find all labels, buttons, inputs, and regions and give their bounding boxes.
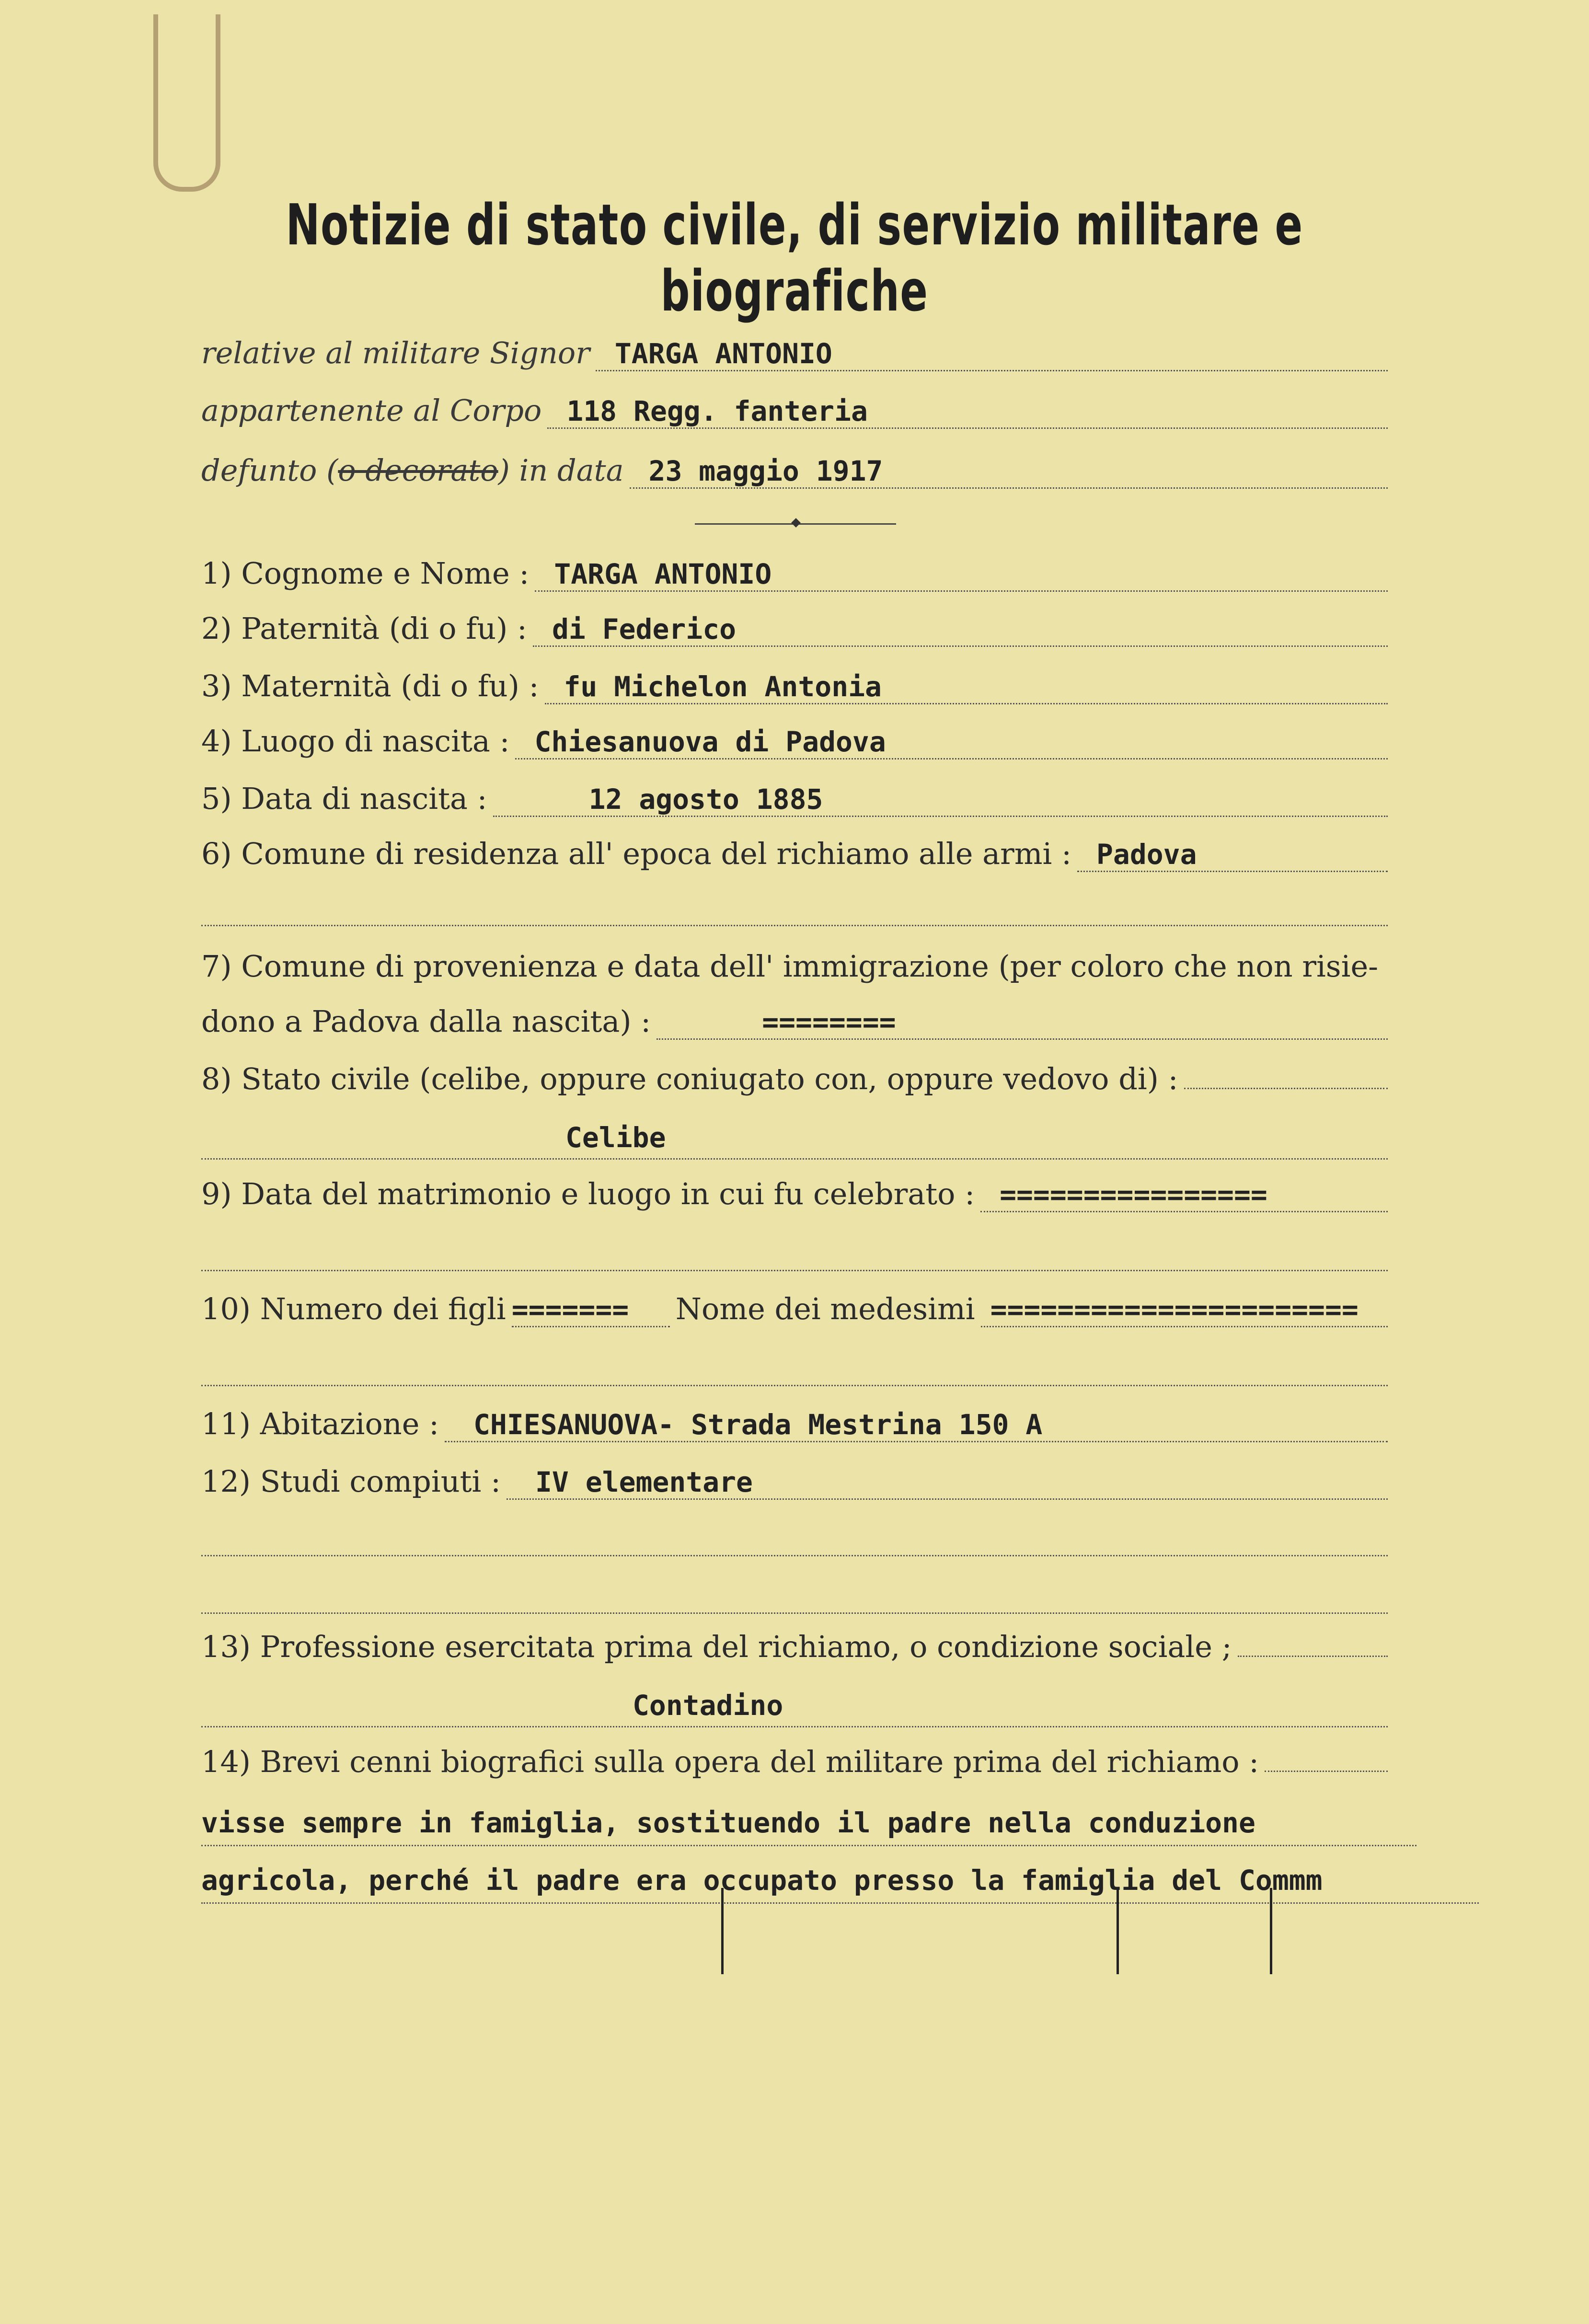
field-12	[201, 1464, 1388, 1500]
field-4-label: 4) Luogo di nascita :	[201, 724, 510, 759]
field-9-value: ================	[980, 1178, 1388, 1212]
field-8-label: 8) Stato civile (celibe, oppure coniugato con, oppure vedovo di) :	[201, 1061, 1178, 1096]
field-3-label: 3) Maternità (di o fu) :	[201, 668, 539, 703]
field-13-fill	[1238, 1656, 1388, 1657]
field-11-label: 11) Abitazione :	[201, 1406, 439, 1441]
field-13	[201, 1629, 1388, 1664]
defunto-value: 23 maggio 1917	[630, 455, 1388, 489]
field-10-label2: Nome dei medesimi	[675, 1291, 975, 1326]
field-14-fill	[1265, 1771, 1388, 1772]
field-7-label-a: 7) Comune di provenienza e data dell' immigrazione (per coloro che non risie-	[201, 949, 1379, 984]
field-3	[201, 668, 1388, 704]
corpo-label: appartenente al Corpo	[201, 393, 542, 428]
paper-clip-mark	[153, 14, 220, 192]
field-6	[201, 836, 1388, 872]
field-10	[201, 1291, 1388, 1327]
field-7-label-b: dono a Padova dalla nascita) :	[201, 1004, 651, 1039]
field-14	[201, 1744, 1388, 1779]
document-title: Notizie di stato civile, di servizio militare e biografiche	[286, 192, 1303, 324]
relative-label: relative al militare Signor	[201, 335, 590, 370]
field-12-label: 12) Studi compiuti :	[201, 1464, 501, 1499]
relative-value: TARGA ANTONIO	[596, 337, 1388, 371]
field-13-value: Contadino	[201, 1689, 1388, 1727]
field-12-extra-line-2	[201, 1574, 1388, 1614]
corpo-line	[201, 393, 1388, 429]
field-13-label: 13) Professione esercitata prima del richiamo, o condizione sociale ;	[201, 1629, 1232, 1664]
field-1-label: 1) Cognome e Nome :	[201, 556, 530, 591]
field-10-value2: ======================	[981, 1293, 1388, 1327]
defunto-struck: o decorato	[338, 453, 498, 488]
field-14-label: 14) Brevi cenni biografici sulla opera del militare prima del richiamo :	[201, 1744, 1259, 1779]
pencil-mark-2	[1117, 1888, 1119, 1974]
relative-line	[201, 335, 1388, 371]
field-5	[201, 781, 1388, 817]
pencil-mark-1	[721, 1888, 724, 1974]
field-7a	[201, 949, 1388, 984]
field-2-label: 2) Paternità (di o fu) :	[201, 611, 527, 646]
field-2-value: di Federico	[533, 613, 1388, 647]
field-10-label: 10) Numero dei figli	[201, 1291, 506, 1326]
field-7-value: ========	[656, 1006, 1388, 1040]
pencil-mark-3	[1270, 1888, 1272, 1974]
field-8-fill	[1184, 1088, 1388, 1089]
field-9	[201, 1176, 1388, 1212]
defunto-label-b: ) in data	[498, 453, 624, 488]
field-12-extra-line-1	[201, 1517, 1388, 1556]
field-3-value: fu Michelon Antonia	[545, 670, 1388, 704]
field-11-value: CHIESANUOVA- Strada Mestrina 150 A	[445, 1408, 1388, 1442]
field-9-extra-line	[201, 1231, 1388, 1271]
field-10-value: =======	[512, 1293, 670, 1327]
field-2	[201, 611, 1388, 647]
field-7b	[201, 1004, 1388, 1040]
field-14-line-1: visse sempre in famiglia, sostituendo il padre nella conduzione	[201, 1806, 1416, 1846]
field-5-label: 5) Data di nascita :	[201, 781, 487, 816]
corpo-value: 118 Regg. fanteria	[547, 395, 1388, 429]
defunto-line	[201, 453, 1388, 489]
field-10-extra-line	[201, 1346, 1388, 1386]
field-5-value: 12 agosto 1885	[493, 783, 1388, 817]
divider-ornament	[791, 518, 801, 528]
field-6-value: Padova	[1077, 838, 1388, 872]
field-8-value: Celibe	[201, 1121, 1388, 1160]
field-11	[201, 1406, 1388, 1442]
field-4-value: Chiesanuova di Padova	[515, 725, 1388, 759]
field-14-line-2: agricola, perché il padre era occupato presso la famiglia del Commm	[201, 1864, 1479, 1904]
defunto-label-a: defunto (	[201, 453, 338, 488]
field-12-value: IV elementare	[507, 1466, 1388, 1500]
field-8	[201, 1061, 1388, 1096]
field-9-label: 9) Data del matrimonio e luogo in cui fu celebrato :	[201, 1176, 975, 1211]
field-1-value: TARGA ANTONIO	[535, 558, 1388, 592]
field-4	[201, 724, 1388, 759]
field-6-extra-line	[201, 886, 1388, 926]
field-6-label: 6) Comune di residenza all' epoca del richiamo alle armi :	[201, 836, 1071, 871]
field-1	[201, 556, 1388, 592]
